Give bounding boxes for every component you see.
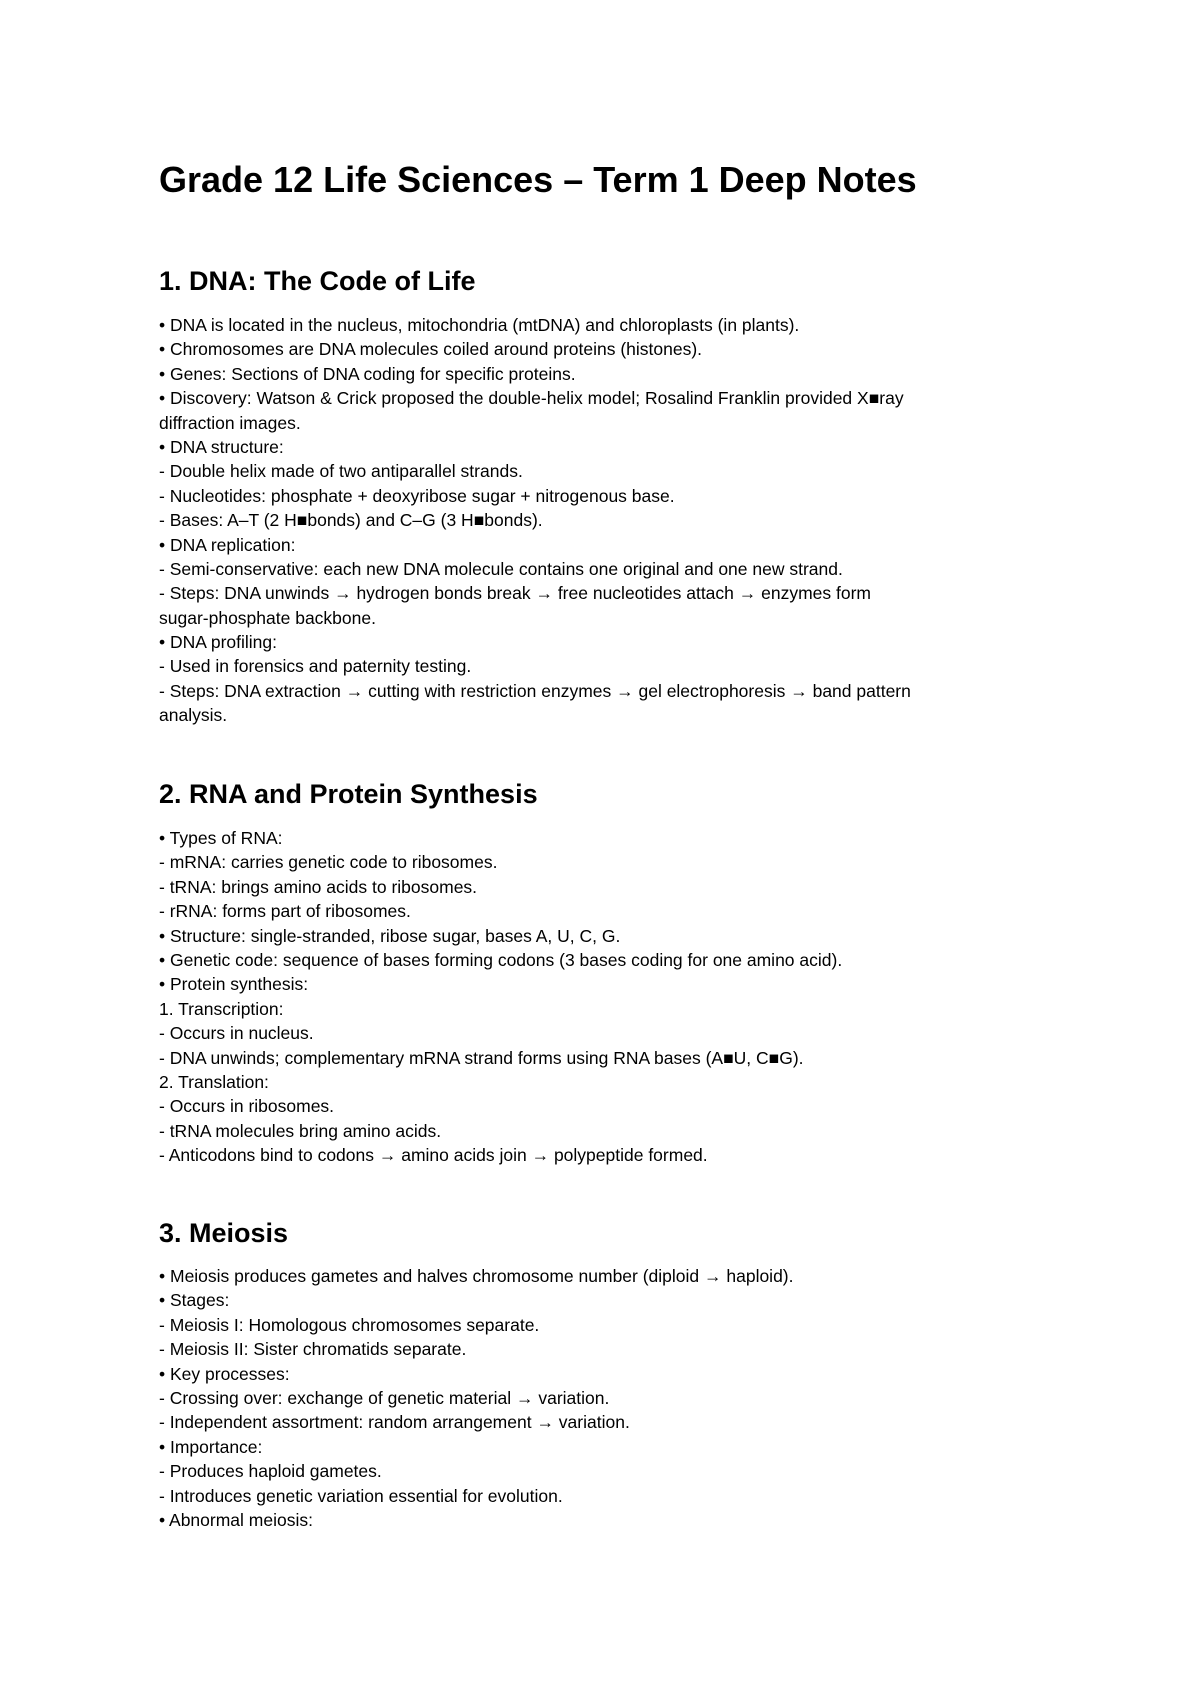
text-line: - Meiosis I: Homologous chromosomes separate. — [159, 1314, 540, 1335]
text-line: - Occurs in ribosomes. — [159, 1096, 335, 1117]
text-line: • Stages: — [159, 1290, 230, 1311]
text-line: sugar-phosphate backbone. — [159, 607, 376, 628]
text-line: - Nucleotides: phosphate + deoxyribose sugar + nitrogenous base. — [159, 485, 675, 506]
text-line: • DNA is located in the nucleus, mitochondria (mtDNA) and chloroplasts (in plants). — [159, 315, 800, 335]
text-line: - Bases: A–T (2 H■bonds) and C–G (3 H■bonds). — [159, 510, 543, 531]
text-line: - rRNA: forms part of ribosomes. — [159, 901, 411, 922]
text-line: - Steps: DNA unwinds → hydrogen bonds break → free nucleotides attach → enzymes form — [159, 583, 872, 604]
text-line: 2. Translation: — [159, 1071, 269, 1092]
text-line: - Semi-conservative: each new DNA molecule contains one original and one new strand. — [159, 558, 843, 579]
section-heading-rna: 2. RNA and Protein Synthesis — [159, 779, 538, 809]
text-line: • DNA structure: — [159, 436, 284, 457]
text-line: - Steps: DNA extraction → cutting with restriction enzymes → gel electrophoresis → band pattern — [159, 680, 911, 701]
text-line: - mRNA: carries genetic code to ribosomes. — [159, 852, 498, 873]
section-body-rna — [159, 826, 1059, 1167]
text-line: • Importance: — [159, 1436, 263, 1457]
section-body-meiosis — [159, 1264, 1059, 1532]
section-heading-dna: 1. DNA: The Code of Life — [159, 266, 476, 296]
text-line: - tRNA: brings amino acids to ribosomes. — [159, 876, 478, 897]
text-line: - Used in forensics and paternity testing. — [159, 656, 472, 677]
text-line: - Double helix made of two antiparallel strands. — [159, 461, 523, 482]
text-line: • Meiosis produces gametes and halves chromosome number (diploid → haploid). — [159, 1266, 794, 1286]
text-line: - Introduces genetic variation essential for evolution. — [159, 1485, 563, 1506]
text-line: - DNA unwinds; complementary mRNA strand forms using RNA bases (A■U, C■G). — [159, 1047, 804, 1068]
text-line: • Discovery: Watson & Crick proposed the double-helix model; Rosalind Franklin provided X■ray — [159, 388, 904, 409]
section-body-dna — [159, 313, 1059, 728]
text-line: • Key processes: — [159, 1363, 290, 1384]
document-title: Grade 12 Life Sciences – Term 1 Deep Notes — [159, 159, 917, 200]
text-line: - Anticodons bind to codons → amino acids join → polypeptide formed. — [159, 1145, 708, 1166]
text-line: - Occurs in nucleus. — [159, 1023, 314, 1044]
text-line: - Crossing over: exchange of genetic material → variation. — [159, 1387, 610, 1408]
section-heading-meiosis: 3. Meiosis — [159, 1218, 289, 1248]
text-line: • DNA profiling: — [159, 632, 277, 653]
text-line: - Independent assortment: random arrangement → variation. — [159, 1412, 630, 1433]
text-line: - tRNA molecules bring amino acids. — [159, 1120, 442, 1141]
text-line: • Genes: Sections of DNA coding for specific proteins. — [159, 363, 576, 384]
text-line: - Produces haploid gametes. — [159, 1461, 382, 1482]
text-line: 1. Transcription: — [159, 998, 284, 1019]
text-line: • Genetic code: sequence of bases forming codons (3 bases coding for one amino acid). — [159, 949, 843, 970]
text-line: diffraction images. — [159, 412, 301, 433]
text-line: • Chromosomes are DNA molecules coiled around proteins (histones). — [159, 339, 703, 360]
text-line: • Abnormal meiosis: — [159, 1509, 313, 1530]
text-line: • Protein synthesis: — [159, 974, 309, 995]
text-line: • Structure: single-stranded, ribose sugar, bases A, U, C, G. — [159, 925, 621, 946]
text-line: • Types of RNA: — [159, 828, 283, 848]
text-line: - Meiosis II: Sister chromatids separate. — [159, 1339, 467, 1360]
text-line: • DNA replication: — [159, 534, 296, 555]
text-line: analysis. — [159, 705, 228, 726]
